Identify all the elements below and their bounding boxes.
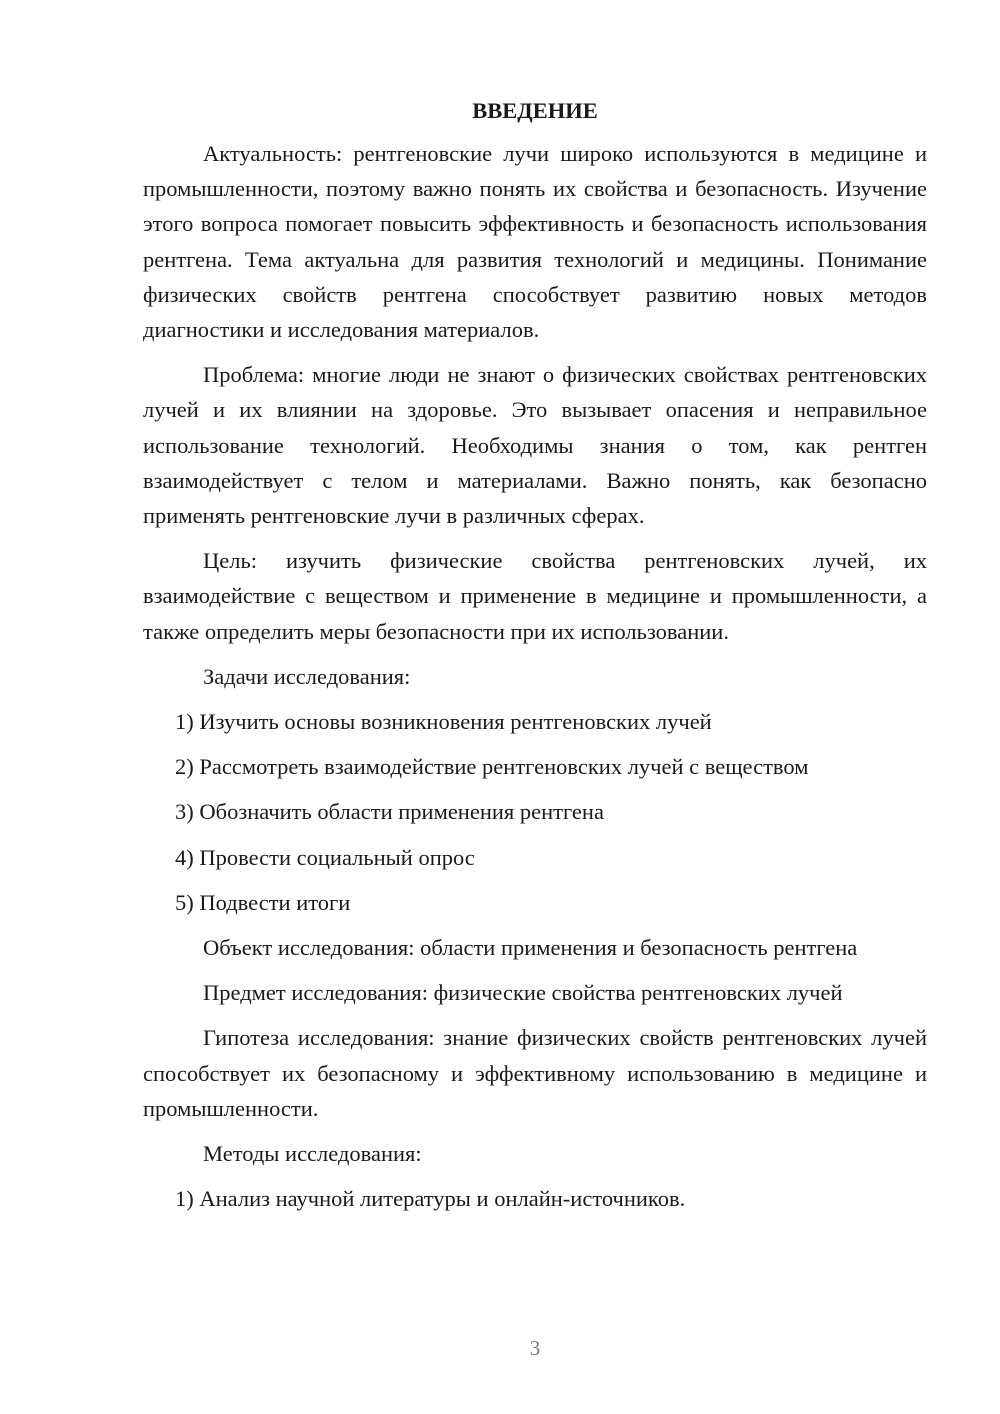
task-item: 2) Рассмотреть взаимодействие рентгеновских лучей с веществом <box>175 754 809 780</box>
research-subject: Предмет исследования: физические свойства рентгеновских лучей <box>203 980 843 1006</box>
methods-heading: Методы исследования: <box>203 1141 422 1167</box>
problem-paragraph: Проблема: многие люди не знают о физических свойствах рентгеновских лучей и их влиянии на здоровье. Это вызывает опасения и неправильное использование технологий. Необходимы знания о том, как рентген взаимодействует с телом и материалами. Важно понять, как безопасно применять рентгеновские лучи в различных сферах. <box>143 362 927 529</box>
section-title: ВВЕДЕНИЕ <box>472 98 598 123</box>
task-item: 1) Изучить основы возникновения рентгеновских лучей <box>175 709 712 735</box>
methods-list <box>143 1181 927 1216</box>
page-number: 3 <box>529 1336 541 1360</box>
task-item: 3) Обозначить области применения рентгена <box>175 799 604 825</box>
tasks-list <box>143 704 927 920</box>
goal-paragraph: Цель: изучить физические свойства рентгеновских лучей, их взаимодействие с веществом и применение в медицине и промышленности, а также определить меры безопасности при их использовании. <box>143 548 927 644</box>
relevance-paragraph: Актуальность: рентгеновские лучи широко используются в медицине и промышленности, поэтому важно понять их свойства и безопасность. Изучение этого вопроса помогает повысить эффективность и безопасность использования рентгена. Тема актуальна для развития технологий и медицины. Понимание физических свойств рентгена способствует развитию новых методов диагностики и исследования материалов. <box>143 141 927 343</box>
research-object: Объект исследования: области применения и безопасность рентгена <box>203 935 858 961</box>
task-item: 5) Подвести итоги <box>175 889 351 915</box>
tasks-heading: Задачи исследования: <box>203 663 411 689</box>
hypothesis-paragraph: Гипотеза исследования: знание физических свойств рентгеновских лучей способствует их безопасному и эффективному использованию в медицине и промышленности. <box>143 1025 927 1121</box>
document-page <box>143 94 927 1226</box>
method-item: 1) Анализ научной литературы и онлайн-источников. <box>175 1186 686 1212</box>
task-item: 4) Провести социальный опрос <box>175 844 475 870</box>
